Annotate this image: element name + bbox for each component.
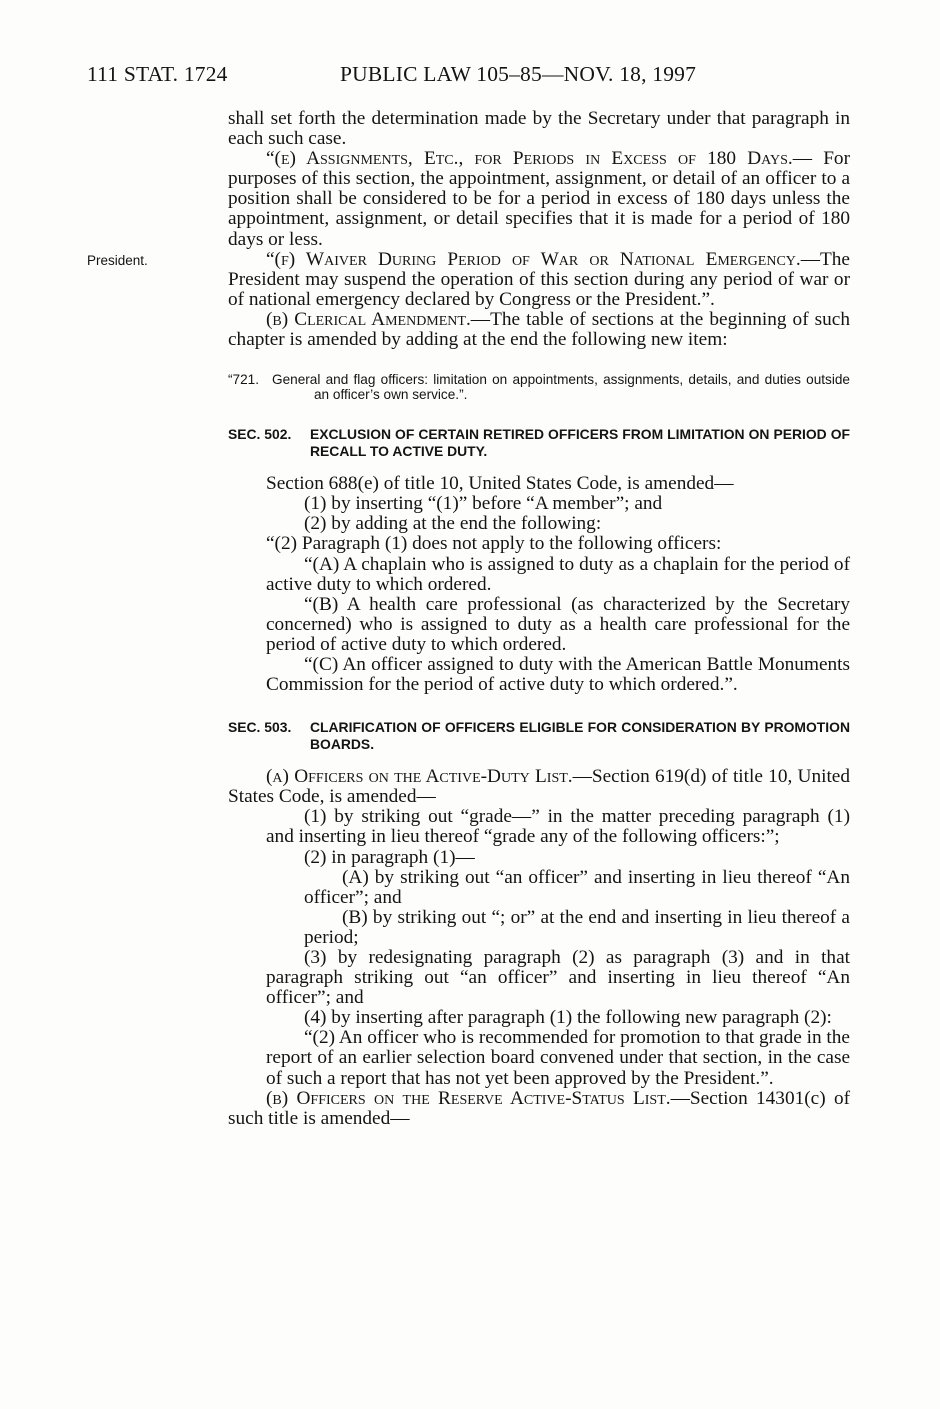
section-503-item-2b: (B) by striking out “; or” at the end and inserting in lieu thereof a period;: [304, 906, 850, 948]
subsection-e-heading: “(e) Assignments, Etc., for Periods in Excess of 180 Days.—: [266, 148, 812, 170]
subsection-f-heading: “(f) Waiver During Period of War or National Emergency.—: [266, 248, 821, 270]
section-503-item-4: (4) by inserting after paragraph (1) the following new paragraph (2):: [304, 1007, 832, 1029]
section-502-heading: [228, 426, 850, 460]
toc-item-number: “721.: [228, 372, 259, 388]
section-503-subsection-a: [228, 767, 850, 807]
toc-item-text: General and flag officers: limitation on appointments, assignments, details, and duties outside an officer’s own service.”.: [272, 372, 850, 403]
subsection-b-body: The table of sections at the beginning of such chapter is amended by adding at the end the following new item:: [228, 308, 850, 351]
section-503-title: CLARIFICATION OF OFFICERS ELIGIBLE FOR CONSIDERATION BY PROMOTION BOARDS.: [310, 719, 850, 753]
section-502-quoted-b: “(B) A health care professional (as characterized by the Secretary concerned) who is assigned to duty as a health care professional for the period of active duty to which ordered.: [266, 593, 850, 655]
section-502-intro: Section 688(e) of title 10, United States Code, is amended—: [266, 473, 734, 495]
section-502-quoted-paragraph-2: “(2) Paragraph (1) does not apply to the following officers:: [266, 533, 722, 555]
section-502-item-1: (1) by inserting “(1)” before “A member”; and: [304, 493, 663, 515]
subsection-e-body: For purposes of this section, the appointment, assignment, or detail of an officer to a position shall be considered to be for a period in excess of 180 days unless the appointment, assignment, or detail specifies that it is made for a period of 180 days or less.: [228, 148, 850, 250]
section-503-item-2a: (A) by striking out “an officer” and inserting in lieu thereof “An officer”; and: [304, 866, 850, 908]
margin-note: President.: [87, 253, 148, 268]
table-of-sections-item: [228, 372, 850, 402]
section-503-heading: [228, 719, 850, 753]
running-header: [87, 62, 857, 88]
section-503-b-heading: (b) Officers on the Reserve Active-Status List.—: [266, 1087, 690, 1109]
section-503-subsection-b: [228, 1089, 850, 1129]
subsection-f: [228, 250, 850, 310]
section-502-title: EXCLUSION OF CERTAIN RETIRED OFFICERS FROM LIMITATION ON PERIOD OF RECALL TO ACTIVE DUTY.: [310, 426, 850, 460]
section-502-item-2: (2) by adding at the end the following:: [304, 513, 602, 535]
paragraph-continuation: shall set forth the determination made by the Secretary under that paragraph in each such case.: [228, 108, 850, 150]
section-503-item-2: (2) in paragraph (1)—: [304, 846, 475, 868]
section-502-quoted-c: “(C) An officer assigned to duty with the American Battle Monuments Commission for the period of active duty to which ordered.”.: [266, 653, 850, 696]
subsection-e: [228, 149, 850, 249]
public-law-citation: PUBLIC LAW 105–85—NOV. 18, 1997: [340, 62, 697, 86]
body-text: [228, 109, 850, 1129]
section-503-quoted-paragraph-2: “(2) An officer who is recommended for promotion to that grade in the report of an earlier selection board convened under that section, in the case of such a report that has not yet been approved by the President.”.: [266, 1027, 850, 1089]
section-503-number: SEC. 503.: [228, 719, 292, 736]
subsection-b-heading: (b) Clerical Amendment.—: [266, 308, 491, 330]
section-503-item-1: (1) by striking out “grade—” in the matter preceding paragraph (1) and inserting in lieu thereof “grade any of the following officers:”;: [266, 806, 850, 848]
section-503-a-body: Section 619(d) of title 10, United States Code, is amended—: [228, 766, 851, 808]
section-503-a-heading: (a) Officers on the Active-Duty List.—: [266, 766, 592, 788]
section-503-b-body: Section 14301(c) of such title is amended—: [228, 1087, 851, 1129]
section-503-item-3: (3) by redesignating paragraph (2) as paragraph (3) and in that paragraph striking out “an officer” and inserting in lieu thereof “An officer”; and: [266, 947, 850, 1009]
statute-page-number: 111 STAT. 1724: [87, 62, 228, 86]
section-502-quoted-a: “(A) A chaplain who is assigned to duty as a chaplain for the period of active duty to which ordered.: [266, 553, 850, 595]
subsection-b-clerical: [228, 310, 850, 350]
subsection-f-body: The President may suspend the operation of this section during any period of war or of national emergency declared by Congress or the President.”.: [228, 248, 850, 310]
section-502-number: SEC. 502.: [228, 426, 292, 443]
